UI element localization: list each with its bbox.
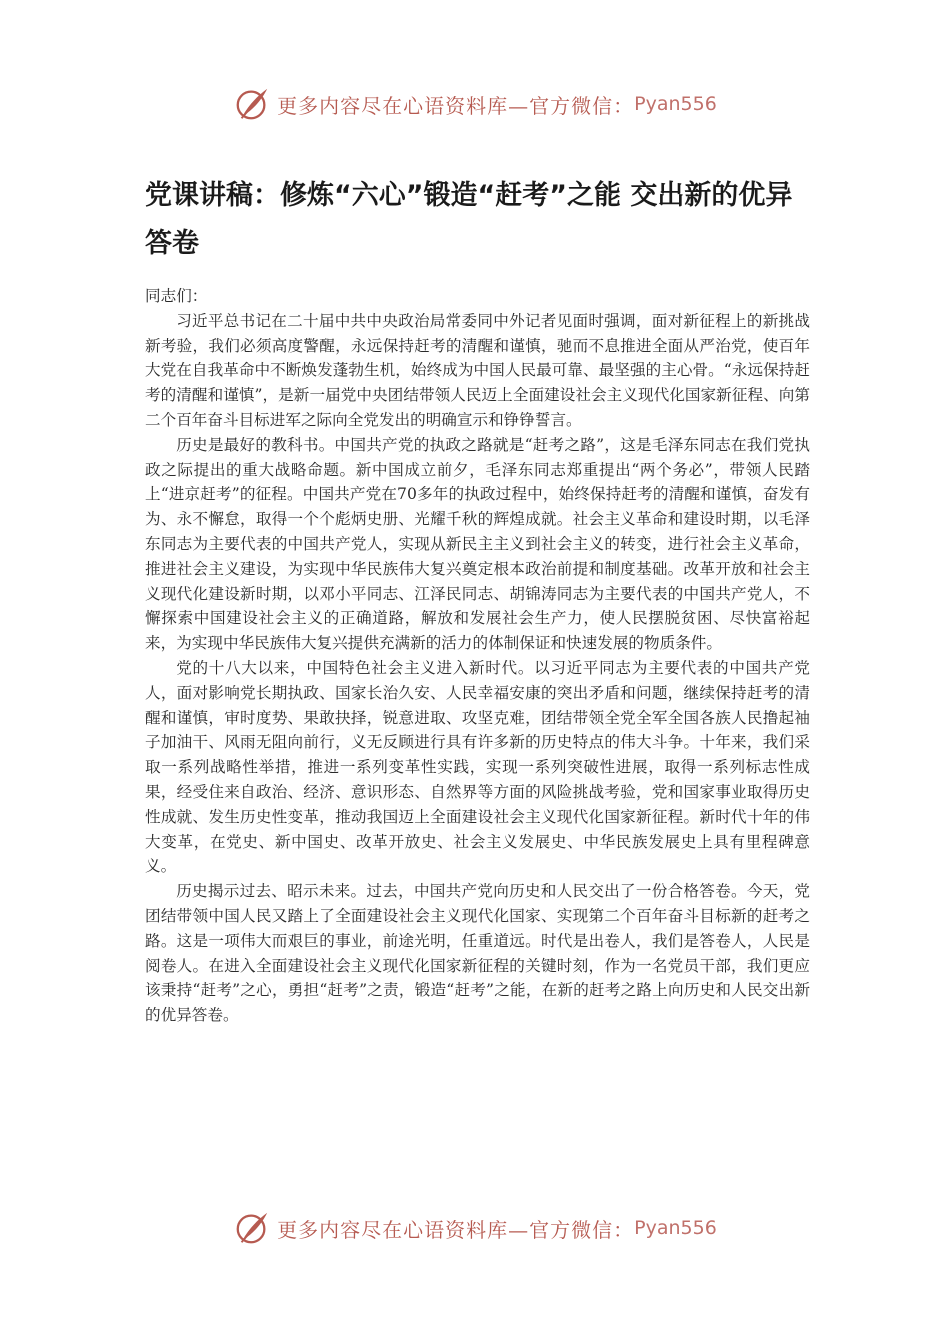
document-title: 党课讲稿：修炼“六心”锻造“赶考”之能 交出新的优异答卷 — [145, 180, 793, 259]
banner-text: 更多内容尽在心语资料库—官方微信： — [277, 93, 635, 118]
banner-text: 更多内容尽在心语资料库—官方微信： — [277, 1217, 635, 1242]
header-banner — [0, 82, 950, 126]
quill-logo-icon — [233, 1209, 271, 1247]
banner-wechat-id: Pyan556 — [634, 93, 717, 115]
salutation: 同志们： — [145, 287, 208, 305]
paragraph-4: 历史揭示过去、昭示未来。过去，中国共产党向历史和人民交出了一份合格答卷。今天，党团结带领中国人民又踏上了全面建设社会主义现代化国家、实现第二个百年奋斗目标新的赶考之路。这是一项伟大而艰巨的事业，前途光明，任重道远。时代是出卷人，我们是答卷人，人民是阅卷人。在进入全面建设社会主义现代化国家新征程的关键时刻，作为一名党员干部，我们更应该秉持“赶考”之心，勇担“赶考”之责，锻造“赶考”之能，在新的赶考之路上向历史和人民交出新的优异答卷。 — [145, 882, 810, 1025]
paragraph-3: 党的十八大以来，中国特色社会主义进入新时代。以习近平同志为主要代表的中国共产党人，面对影响党长期执政、国家长治久安、人民幸福安康的突出矛盾和问题，继续保持赶考的清醒和谨慎，审时度势、果敢抉择，锐意进取、攻坚克难，团结带领全党全军全国各族人民撸起袖子加油干、风雨无阻向前行，义无反顾进行具有许多新的历史特点的伟大斗争。十年来，我们采取一系列战略性举措，推进一系列变革性实践，实现一系列突破性进展，取得一系列标志性成果，经受住来自政治、经济、意识形态、自然界等方面的风险挑战考验，党和国家事业取得历史性成就、发生历史性变革，推动我国迈上全面建设社会主义现代化国家新征程。新时代十年的伟大变革，在党史、新中国史、改革开放史、社会主义发展史、中华民族发展史上具有里程碑意义。 — [145, 658, 810, 876]
footer-banner — [0, 1206, 950, 1250]
quill-logo-icon — [233, 85, 271, 123]
paragraph-2: 历史是最好的教科书。中国共产党的执政之路就是“赶考之路”，这是毛泽东同志在我们党执政之际提出的重大战略命题。新中国成立前夕，毛泽东同志郑重提出“两个务必”，带领人民踏上“进京赶考”的征程。中国共产党在70多年的执政过程中，始终保持赶考的清醒和谨慎，奋发有为、永不懈怠，取得一个个彪炳史册、光耀千秋的辉煌成就。社会主义革命和建设时期，以毛泽东同志为主要代表的中国共产党人，实现从新民主主义到社会主义的转变，进行社会主义革命，推进社会主义建设，为实现中华民族伟大复兴奠定根本政治前提和制度基础。改革开放和社会主义现代化建设新时期，以邓小平同志、江泽民同志、胡锦涛同志为主要代表的中国共产党人，不懈探索中国建设社会主义的正确道路，解放和发展社会生产力，使人民摆脱贫困、尽快富裕起来，为实现中华民族伟大复兴提供充满新的活力的体制保证和快速发展的物质条件。 — [145, 435, 810, 653]
banner-wechat-id: Pyan556 — [634, 1217, 717, 1239]
document-body — [145, 284, 810, 1028]
paragraph-1: 习近平总书记在二十届中共中央政治局常委同中外记者见面时强调，面对新征程上的新挑战新考验，我们必须高度警醒，永远保持赶考的清醒和谨慎，驰而不息推进全面从严治党，使百年大党在自我革命中不断焕发蓬勃生机，始终成为中国人民最可靠、最坚强的主心骨。“永远保持赶考的清醒和谨慎”，是新一届党中央团结带领人民迈上全面建设社会主义现代化国家新征程、向第二个百年奋斗目标进军之际向全党发出的明确宣示和铮铮誓言。 — [145, 311, 810, 429]
